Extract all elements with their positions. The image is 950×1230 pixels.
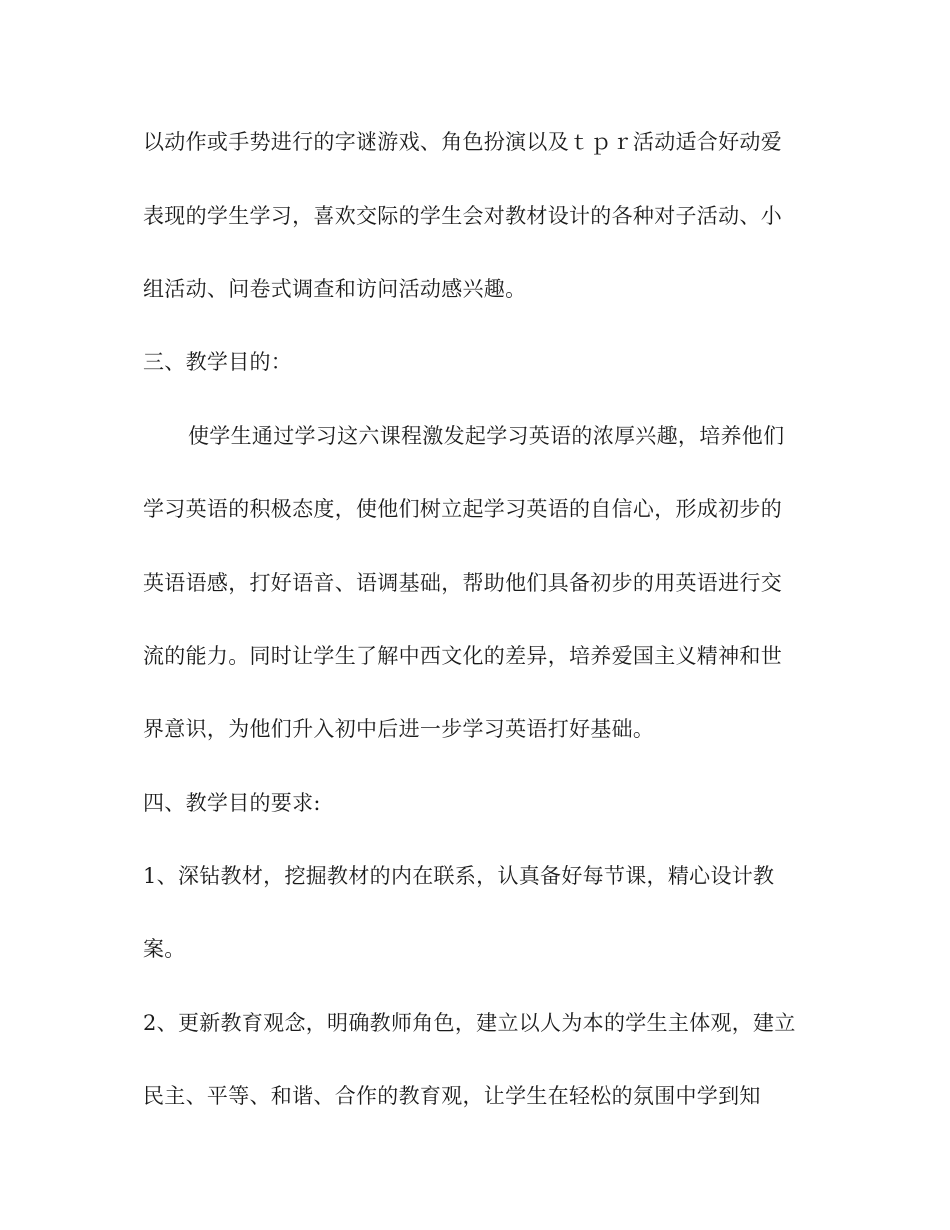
section-heading-4: 四、教学目的要求: <box>143 791 321 815</box>
paragraph-line-7: 英语语感，打好语音、语调基础，帮助他们具备初步的用英语进行交 <box>143 571 782 595</box>
list-item-1-line-2: 案。 <box>143 937 186 961</box>
paragraph-line-6: 学习英语的积极态度，使他们树立起学习英语的自信心，形成初步的 <box>143 497 782 521</box>
paragraph-line-1: 以动作或手势进行的字谜游戏、角色扮演以及ｔｐｒ活动适合好动爱 <box>143 130 782 154</box>
paragraph-line-5: 使学生通过学习这六课程激发起学习英语的浓厚兴趣，培养他们 <box>188 424 785 448</box>
paragraph-line-2: 表现的学生学习，喜欢交际的学生会对教材设计的各种对子活动、小 <box>143 204 782 228</box>
list-item-2-line-1: 2、更新教育观念，明确教师角色，建立以人为本的学生主体观，建立 <box>143 1011 796 1035</box>
list-item-1-line-1: 1、深钻教材，挖掘教材的内在联系，认真备好每节课，精心设计教 <box>143 864 775 888</box>
section-heading-3: 三、教学目的： <box>143 350 293 374</box>
list-item-2-line-2: 民主、平等、和谐、合作的教育观，让学生在轻松的氛围中学到知 <box>143 1084 761 1108</box>
paragraph-line-3: 组活动、问卷式调查和访问活动感兴趣。 <box>143 277 527 301</box>
paragraph-line-8: 流的能力。同时让学生了解中西文化的差异，培养爱国主义精神和世 <box>143 644 782 668</box>
paragraph-line-9: 界意识，为他们升入初中后进一步学习英语打好基础。 <box>143 717 655 741</box>
